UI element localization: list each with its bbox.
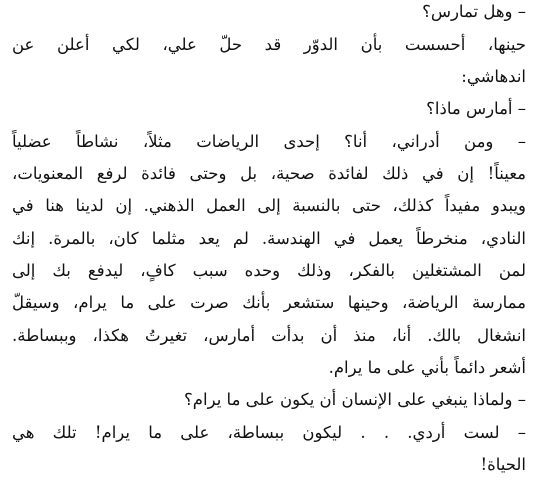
text-line-13: – ولماذا ينبغي على الإنسان أن يكون على ما يرام؟ xyxy=(184,390,526,409)
text-line-5: – ومن أدراني، أنا؟ إحدى الرياضات مثلاً، نشاطاً عضلياً xyxy=(12,132,526,151)
text-line-9: لمن المشتغلين بالفكر، وذلك وحده سبب كافٍ، ليدفع بك إلى xyxy=(12,261,526,280)
text-line-3: اندهاشي: xyxy=(461,67,526,86)
text-line-14: – لست أردي. . . ليكون ببساطة، على ما يرام! تلك هي xyxy=(12,423,526,442)
text-line-8: النادي، منخرطاً يعمل في الهندسة. لم يعد مثلما كان، بالمرة. إنك xyxy=(12,229,526,248)
text-line-4: – أمارس ماذا؟ xyxy=(426,99,526,118)
text-line-10: ممارسة الرياضة، وحينها ستشعر بأنك صرت على ما يرام، وسيقلّ xyxy=(12,293,526,312)
text-line-2: حينها، أحسست بأن الدوّر قد حلّ علي، لكي أعلن عن xyxy=(12,35,526,54)
text-line-12: أشعر دائماً بأني على ما يرام. xyxy=(328,358,526,377)
text-line-6: معيناً! إن في ذلك لفائدة صحية، بل وحتى فائدة لرفع المعنويات، xyxy=(12,164,526,183)
text-line-7: ويبدو مفيداً كذلك، حتى بالنسبة إلى العمل الذهني. إن لدينا هنا في xyxy=(12,196,526,215)
text-line-11: انشغال بالك. أنا، منذ أن بدأت أمارس، تغيرتُ هكذا، وببساطة. xyxy=(12,326,526,345)
text-line-15: الحياة! xyxy=(480,455,526,474)
text-line-1: – وهل تمارس؟ xyxy=(422,2,526,21)
